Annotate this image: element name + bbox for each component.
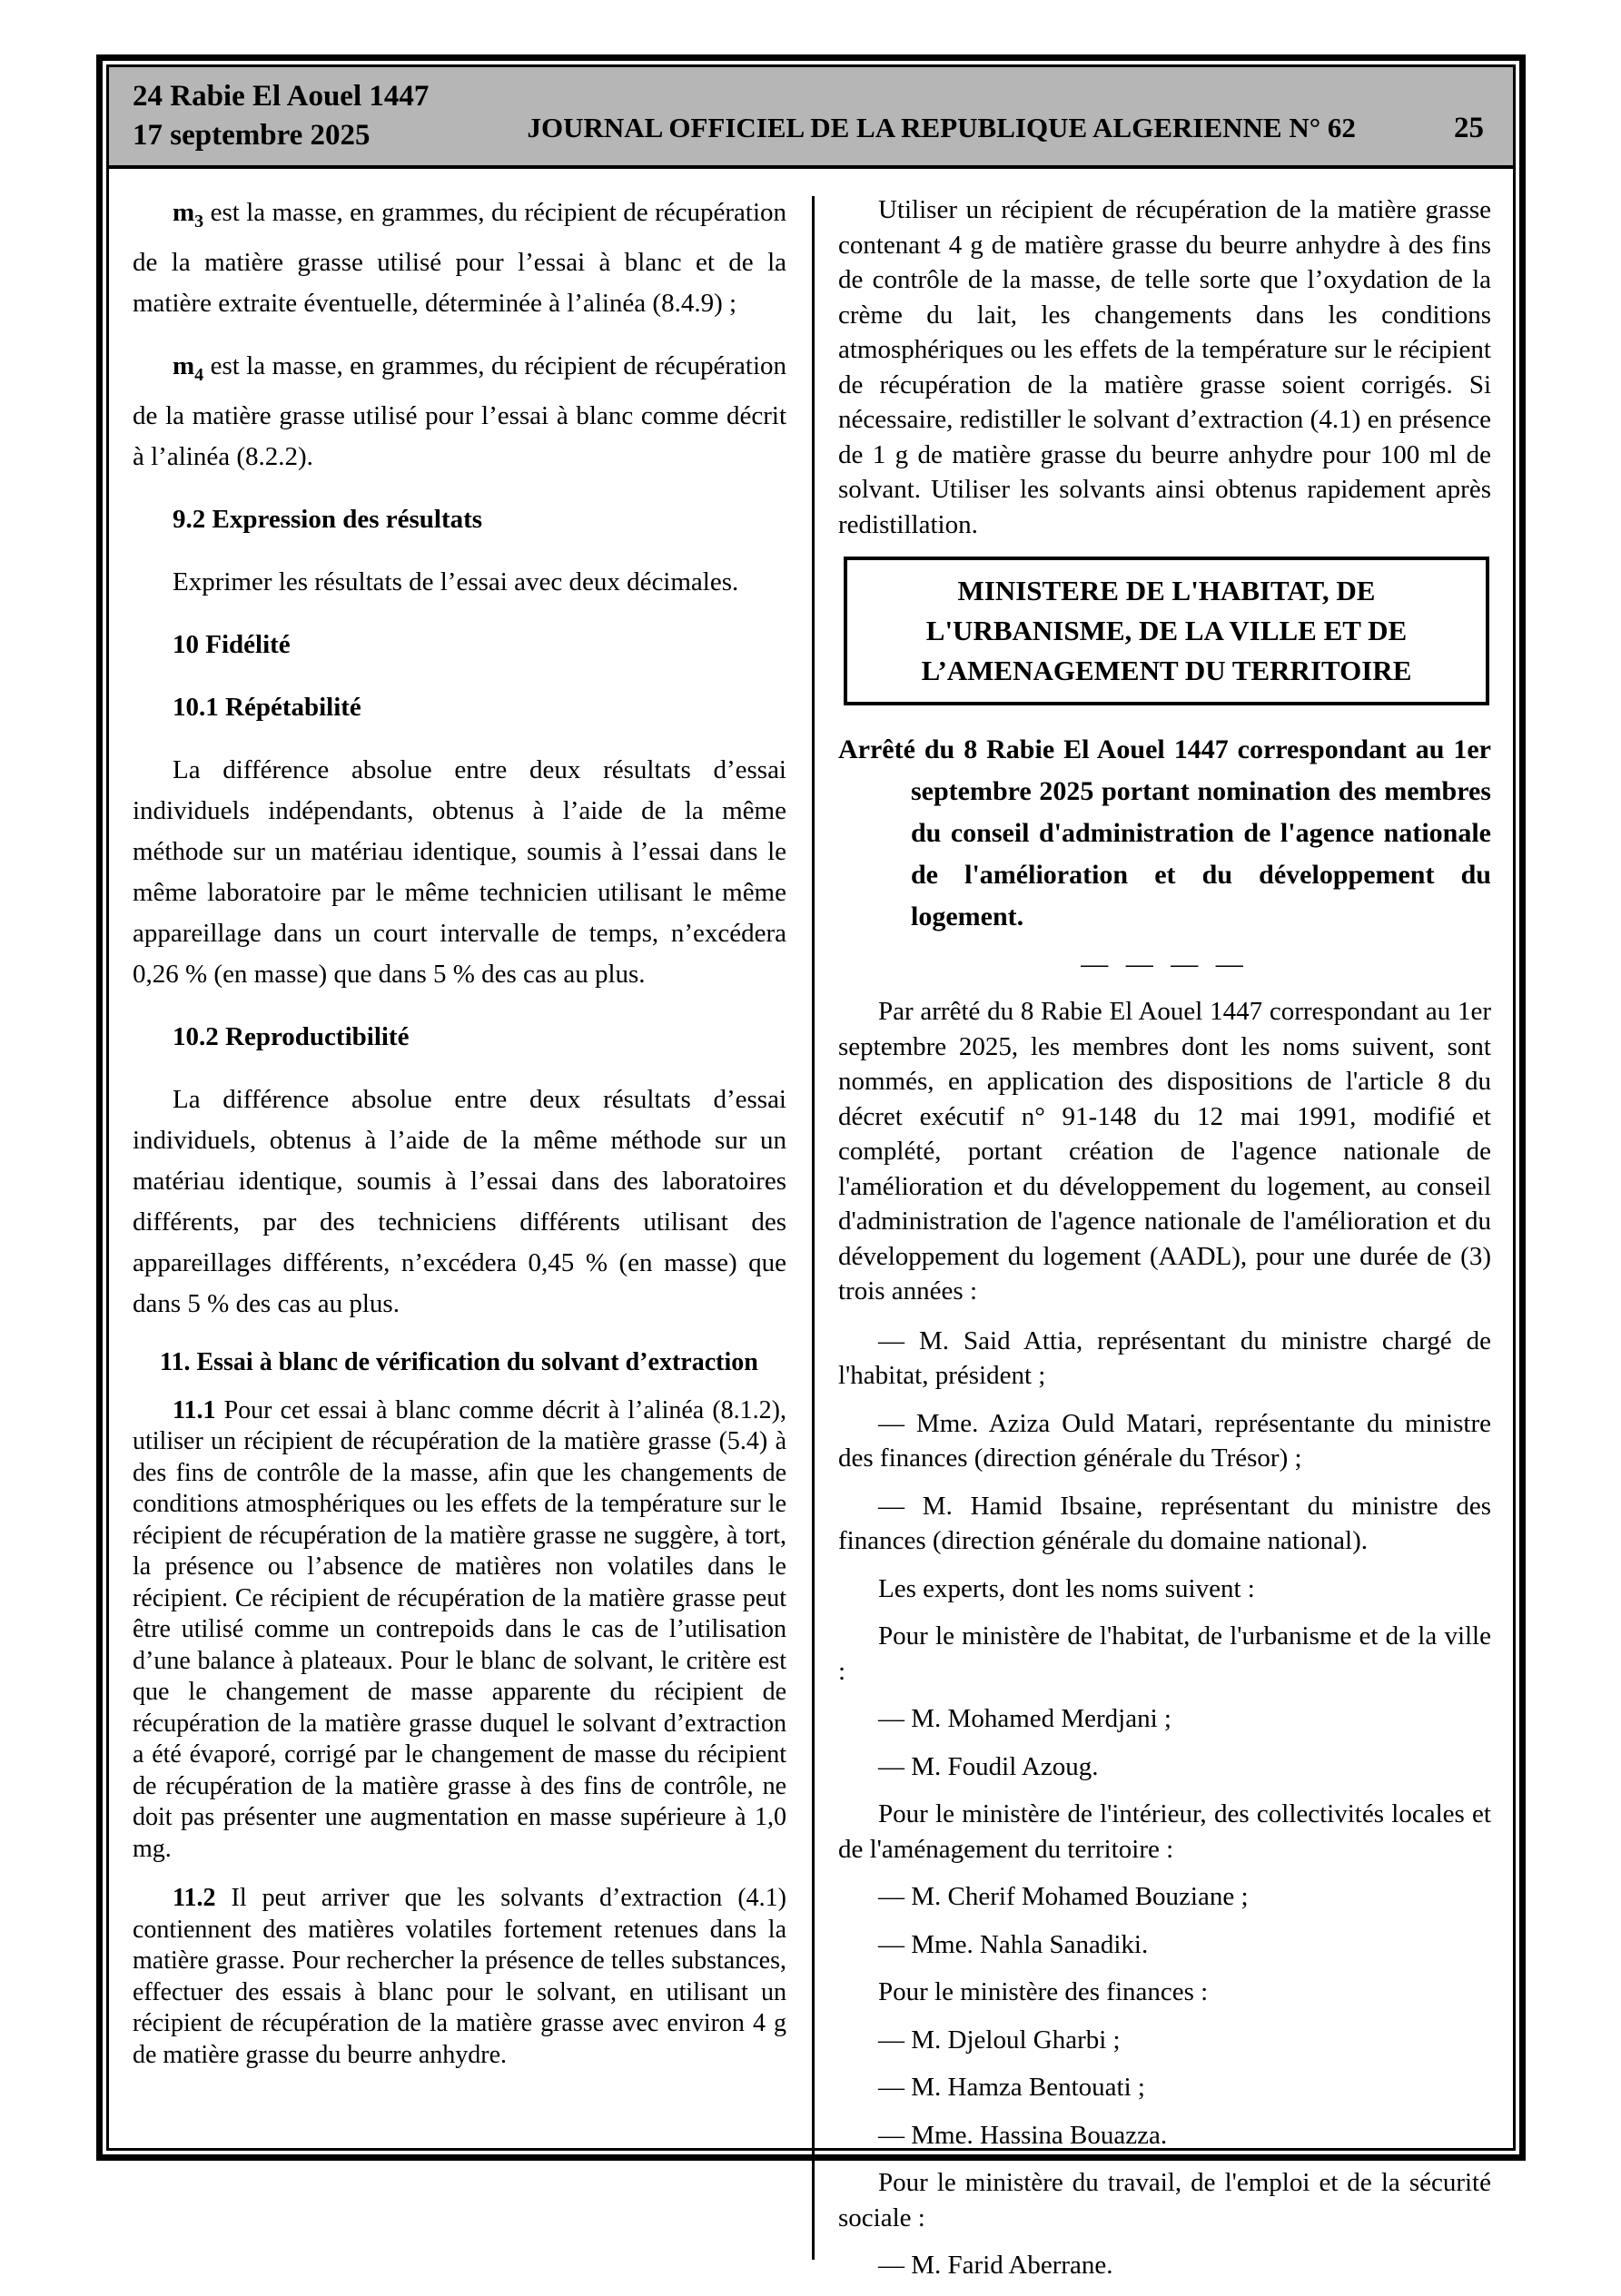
content-area	[109, 169, 1513, 2296]
column-divider	[812, 196, 815, 2260]
expert-item: — M. Djeloul Gharbi ;	[878, 2025, 1121, 2055]
page-border-inner	[106, 64, 1516, 2280]
ministry-section-title: Pour le ministère de l'habitat, de l'urbanisme et de la ville :	[838, 1621, 1491, 1686]
experts-intro: Les experts, dont les noms suivent :	[878, 1573, 1255, 1603]
page-header	[109, 67, 1513, 169]
journal-title: JOURNAL OFFICIEL DE LA REPUBLIQUE ALGERIENNE N° 62	[527, 112, 1356, 143]
m4-symbol: m	[173, 350, 195, 380]
page-number: 25	[1454, 111, 1484, 144]
section-heading-10-1: 10.1 Répétabilité	[173, 692, 361, 722]
paragraph-m3	[133, 192, 786, 324]
ministry-section-title: Pour le ministère du travail, de l'emploi et de la sécurité sociale :	[838, 2168, 1491, 2232]
m3-subscript: 3	[194, 211, 204, 232]
paragraph-m4	[133, 346, 786, 478]
ministry-box: MINISTERE DE L'HABITAT, DE L'URBANISME, DE LA VILLE ET DE L’AMENAGEMENT DU TERRITOIRE	[844, 557, 1489, 705]
expert-item: — M. Cherif Mohamed Bouziane ;	[878, 1882, 1249, 1911]
expert-item: — Mme. Hassina Bouazza.	[878, 2120, 1168, 2150]
expert-item: — M. Foudil Azoug.	[878, 1751, 1099, 1781]
m4-subscript: 4	[194, 364, 204, 385]
ministry-section-title: Pour le ministère de l'intérieur, des collectivités locales et de l'aménagement du territoire :	[838, 1799, 1491, 1864]
paragraph-reproductibilite: La différence absolue entre deux résultats d’essai individuels, obtenus à l’aide de la même méthode sur un matériau identique, soumis à l’essai dans des laboratoires différents, par des techniciens différents utilisant des appareillages différents, n’excédera 0,45 % (en masse) que dans 5 % des cas au plus.	[133, 1084, 786, 1318]
section-heading-9-2: 9.2 Expression des résultats	[173, 504, 483, 534]
header-dates	[133, 77, 429, 155]
m3-symbol: m	[173, 198, 195, 227]
right-column	[838, 192, 1497, 2296]
ministry-section-title: Pour le ministère des finances :	[878, 1977, 1209, 2006]
hijri-date: 24 Rabie El Aouel 1447	[133, 80, 430, 113]
expert-item: — Mme. Nahla Sanadiki.	[878, 1929, 1149, 1959]
paragraph-11-2	[133, 1883, 786, 2071]
member-item: — M. Said Attia, représentant du ministre chargé de l'habitat, président ;	[838, 1325, 1491, 1390]
paragraph-11-1	[133, 1395, 786, 1866]
paragraph-utiliser: Utiliser un récipient de récupération de la matière grasse contenant 4 g de matière grasse du beurre anhydre à des fins de contrôle de la masse, de telle sorte que l’oxydation de la crème du lait, les changements dans les conditions atmosphériques ou les effets de la température sur le récipient de récupération de la matière grasse soient corrigés. Si nécessaire, redistiller le solvant d’extraction (4.1) en présence de 1 g de matière grasse du beurre anhydre pour 100 ml de solvant. Utiliser les solvants ainsi obtenus rapidement après redistillation.	[838, 195, 1491, 539]
paragraph-m4-text: est la masse, en grammes, du récipient de récupération de la matière grasse utilisé pour l’essai à blanc comme décrit à l’alinéa (8.2.2).	[133, 350, 786, 471]
member-item: — Mme. Aziza Ould Matari, représentante du ministre des finances (direction générale du Trésor) ;	[838, 1408, 1491, 1473]
expert-item: — M. Farid Aberrane.	[878, 2251, 1113, 2280]
paragraph-11-1-number: 11.1	[173, 1395, 216, 1424]
paragraph-11-2-number: 11.2	[173, 1884, 216, 1913]
expert-item: — M. Mohamed Merdjani ;	[878, 1704, 1171, 1733]
gregorian-date: 17 septembre 2025	[133, 119, 371, 152]
paragraph-m3-text: est la masse, en grammes, du récipient de récupération de la matière grasse utilisé pour l’essai à blanc et de la matière extraite éventuelle, déterminée à l’alinéa (8.4.9) ;	[133, 198, 786, 318]
section-heading-11: 11. Essai à blanc de vérification du solvant d’extraction	[160, 1347, 758, 1376]
paragraph-11-2-text: Il peut arriver que les solvants d’extraction (4.1) contiennent des matières volatiles fortement retenues dans la matière grasse. Pour rechercher la présence de telles substances, effectuer des essais à blanc pour le solvant, en utilisant un récipient de récupération de la matière grasse avec environ 4 g de matière grasse du beurre anhydre.	[133, 1884, 786, 2069]
page-border-outer	[96, 54, 1526, 2280]
paragraph-11-1-text: Pour cet essai à blanc comme décrit à l’alinéa (8.1.2), utiliser un récipient de récupération de la matière grasse (5.4) à des fins de contrôle de la masse, afin que les changements de conditions atmosphériques ou les effets de la température sur le récipient de récupération de la matière grasse ne suggère, à tort, la présence ou l’absence de matières non volatiles dans le récipient. Ce récipient de récupération de la matière grasse peut être utilisé comme un contrepoids dans le cas de l’utilisation d’une balance à plateaux. Pour le blanc de solvant, le critère est que le changement de masse apparente du récipient de récupération de la matière grasse duquel le solvant d’extraction a été évaporé, corrigé par le changement de masse du récipient de récupération de la matière grasse à des fins de contrôle, ne doit pas présenter une augmentation en masse supérieure à 1,0 mg.	[133, 1395, 786, 1863]
expert-item: — M. Hamza Bentouati ;	[878, 2073, 1145, 2102]
paragraph-exprimer: Exprimer les résultats de l’essai avec deux décimales.	[173, 567, 739, 596]
arrete-heading: Arrêté du 8 Rabie El Aouel 1447 correspondant au 1er septembre 2025 portant nomination des membres du conseil d'administration de l'agence nationale de l'amélioration et du développement du logement.	[838, 734, 1491, 931]
paragraph-par-arrete: Par arrêté du 8 Rabie El Aouel 1447 correspondant au 1er septembre 2025, les membres dont les noms suivent, sont nommés, en application des dispositions de l'article 8 du décret exécutif n° 91-148 du 12 mai 1991, modifié et complété, portant création de l'agence nationale de l'amélioration et du développement du logement, au conseil d'administration de l'agence nationale de l'amélioration et du développement du logement (AADL), pour une durée de (3) trois années :	[838, 997, 1491, 1306]
section-heading-10: 10 Fidélité	[173, 629, 291, 659]
section-heading-10-2: 10.2 Reproductibilité	[173, 1021, 410, 1051]
left-column	[133, 192, 786, 2296]
member-item: — M. Hamid Ibsaine, représentant du ministre des finances (direction générale du domaine national).	[838, 1491, 1491, 1555]
dash-separator: — — — —	[1081, 949, 1249, 979]
paragraph-repetabilite: La différence absolue entre deux résultats d’essai individuels indépendants, obtenus à l’aide de la même méthode sur un matériau identique, soumis à l’essai dans le même laboratoire par le même technicien utilisant le même appareillage dans un court intervalle de temps, n’excédera 0,26 % (en masse) que dans 5 % des cas au plus.	[133, 754, 786, 989]
